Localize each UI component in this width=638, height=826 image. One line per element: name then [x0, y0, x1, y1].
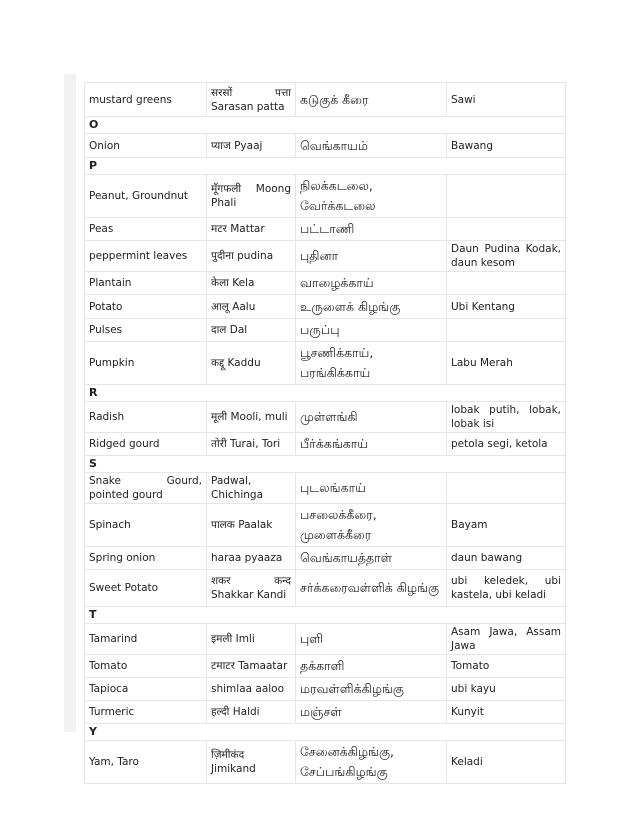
- malay-name-cell: Keladi: [447, 741, 566, 784]
- english-name-cell: Spinach: [85, 504, 207, 547]
- section-letter: S: [85, 456, 566, 473]
- table-row: [85, 218, 566, 241]
- section-letter: T: [85, 607, 566, 624]
- table-row: [85, 741, 566, 784]
- malay-name-cell: Labu Merah: [447, 342, 566, 385]
- hindi-name-cell: प्याज Pyaaj: [207, 134, 296, 158]
- english-name-cell: Onion: [85, 134, 207, 158]
- tamil-name-cell: முள்ளங்கி: [296, 402, 447, 433]
- tamil-name-cell: நிலக்கடலை, வேர்க்கடலை: [296, 175, 447, 218]
- malay-name-cell: [447, 473, 566, 504]
- hindi-name-cell: तोरी Turai, Tori: [207, 433, 296, 456]
- english-name-cell: mustard greens: [85, 83, 207, 117]
- section-letter-row: [85, 456, 566, 473]
- malay-name-cell: Tomato: [447, 655, 566, 678]
- malay-name-cell: [447, 319, 566, 342]
- tamil-name-cell: பீர்க்கங்காய்: [296, 433, 447, 456]
- hindi-name-cell: मूँगफली Moong Phali: [207, 175, 296, 218]
- page-edge-shadow: [64, 74, 76, 732]
- tamil-name-cell: சர்க்கரைவள்ளிக் கிழங்கு: [296, 570, 447, 607]
- table-row: [85, 319, 566, 342]
- section-letter: P: [85, 158, 566, 175]
- table-row: [85, 504, 566, 547]
- malay-name-cell: [447, 272, 566, 295]
- hindi-name-cell: मटर Mattar: [207, 218, 296, 241]
- english-name-cell: Snake Gourd, pointed gourd: [85, 473, 207, 504]
- hindi-name-cell: पुदीना pudina: [207, 241, 296, 272]
- section-letter-row: [85, 724, 566, 741]
- section-letter-row: [85, 117, 566, 134]
- tamil-name-cell: வாழைக்காய்: [296, 272, 447, 295]
- table-row: [85, 134, 566, 158]
- malay-name-cell: Bayam: [447, 504, 566, 547]
- table-row: [85, 655, 566, 678]
- tamil-name-cell: புளி: [296, 624, 447, 655]
- english-name-cell: Tomato: [85, 655, 207, 678]
- tamil-name-cell: பருப்பு: [296, 319, 447, 342]
- malay-name-cell: Daun Pudina Kodak, daun kesom: [447, 241, 566, 272]
- malay-name-cell: Sawi: [447, 83, 566, 117]
- tamil-name-cell: பட்டாணி: [296, 218, 447, 241]
- vegetable-names-table-container: [84, 82, 565, 784]
- english-name-cell: Potato: [85, 295, 207, 319]
- table-row: [85, 547, 566, 570]
- hindi-name-cell: दाल Dal: [207, 319, 296, 342]
- hindi-name-cell: हल्दी Haldi: [207, 701, 296, 724]
- hindi-name-cell: इमली Imli: [207, 624, 296, 655]
- hindi-name-cell: Padwal, Chichinga: [207, 473, 296, 504]
- table-row: [85, 701, 566, 724]
- tamil-name-cell: புடலங்காய்: [296, 473, 447, 504]
- section-letter: Y: [85, 724, 566, 741]
- tamil-name-cell: தக்காளி: [296, 655, 447, 678]
- vegetable-names-table: [84, 82, 566, 784]
- section-letter: R: [85, 385, 566, 402]
- malay-name-cell: petola segi, ketola: [447, 433, 566, 456]
- english-name-cell: Peas: [85, 218, 207, 241]
- table-body: [85, 83, 566, 784]
- malay-name-cell: Kunyit: [447, 701, 566, 724]
- section-letter: O: [85, 117, 566, 134]
- hindi-name-cell: पालक Paalak: [207, 504, 296, 547]
- malay-name-cell: lobak putih, lobak, lobak isi: [447, 402, 566, 433]
- english-name-cell: Turmeric: [85, 701, 207, 724]
- english-name-cell: Tamarind: [85, 624, 207, 655]
- section-letter-row: [85, 158, 566, 175]
- tamil-name-cell: கடுகுக் கீரை: [296, 83, 447, 117]
- table-row: [85, 175, 566, 218]
- hindi-name-cell: मूली Mooli, muli: [207, 402, 296, 433]
- english-name-cell: Pumpkin: [85, 342, 207, 385]
- english-name-cell: Radish: [85, 402, 207, 433]
- english-name-cell: Spring onion: [85, 547, 207, 570]
- hindi-name-cell: शकर कन्द Shakkar Kandi: [207, 570, 296, 607]
- tamil-name-cell: வெங்காயத்தாள்: [296, 547, 447, 570]
- malay-name-cell: [447, 175, 566, 218]
- malay-name-cell: ubi kayu: [447, 678, 566, 701]
- malay-name-cell: [447, 218, 566, 241]
- tamil-name-cell: பசலைக்கீரை, முளைக்கீரை: [296, 504, 447, 547]
- tamil-name-cell: புதினா: [296, 241, 447, 272]
- tamil-name-cell: மஞ்சள்: [296, 701, 447, 724]
- hindi-name-cell: haraa pyaaza: [207, 547, 296, 570]
- table-row: [85, 295, 566, 319]
- english-name-cell: Peanut, Groundnut: [85, 175, 207, 218]
- table-row: [85, 624, 566, 655]
- english-name-cell: Tapioca: [85, 678, 207, 701]
- hindi-name-cell: सरसों पत्ता Sarasan patta: [207, 83, 296, 117]
- table-row: [85, 473, 566, 504]
- malay-name-cell: Ubi Kentang: [447, 295, 566, 319]
- table-row: [85, 570, 566, 607]
- malay-name-cell: daun bawang: [447, 547, 566, 570]
- hindi-name-cell: केला Kela: [207, 272, 296, 295]
- tamil-name-cell: வெங்காயம்: [296, 134, 447, 158]
- section-letter-row: [85, 607, 566, 624]
- section-letter-row: [85, 385, 566, 402]
- hindi-name-cell: आलू Aalu: [207, 295, 296, 319]
- hindi-name-cell: कद्दू Kaddu: [207, 342, 296, 385]
- table-row: [85, 342, 566, 385]
- table-row: [85, 678, 566, 701]
- tamil-name-cell: சேனைக்கிழங்கு, சேப்பங்கிழங்கு: [296, 741, 447, 784]
- table-row: [85, 241, 566, 272]
- english-name-cell: Plantain: [85, 272, 207, 295]
- malay-name-cell: Asam Jawa, Assam Jawa: [447, 624, 566, 655]
- table-row: [85, 433, 566, 456]
- english-name-cell: Pulses: [85, 319, 207, 342]
- english-name-cell: Ridged gourd: [85, 433, 207, 456]
- hindi-name-cell: ज़िमीकंद Jimikand: [207, 741, 296, 784]
- english-name-cell: peppermint leaves: [85, 241, 207, 272]
- english-name-cell: Yam, Taro: [85, 741, 207, 784]
- table-row: [85, 83, 566, 117]
- table-row: [85, 402, 566, 433]
- tamil-name-cell: மரவள்ளிக்கிழங்கு: [296, 678, 447, 701]
- hindi-name-cell: टमाटर Tamaatar: [207, 655, 296, 678]
- malay-name-cell: ubi keledek, ubi kastela, ubi keladi: [447, 570, 566, 607]
- hindi-name-cell: shimlaa aaloo: [207, 678, 296, 701]
- english-name-cell: Sweet Potato: [85, 570, 207, 607]
- tamil-name-cell: உருளைக் கிழங்கு: [296, 295, 447, 319]
- malay-name-cell: Bawang: [447, 134, 566, 158]
- table-row: [85, 272, 566, 295]
- tamil-name-cell: பூசணிக்காய், பரங்கிக்காய்: [296, 342, 447, 385]
